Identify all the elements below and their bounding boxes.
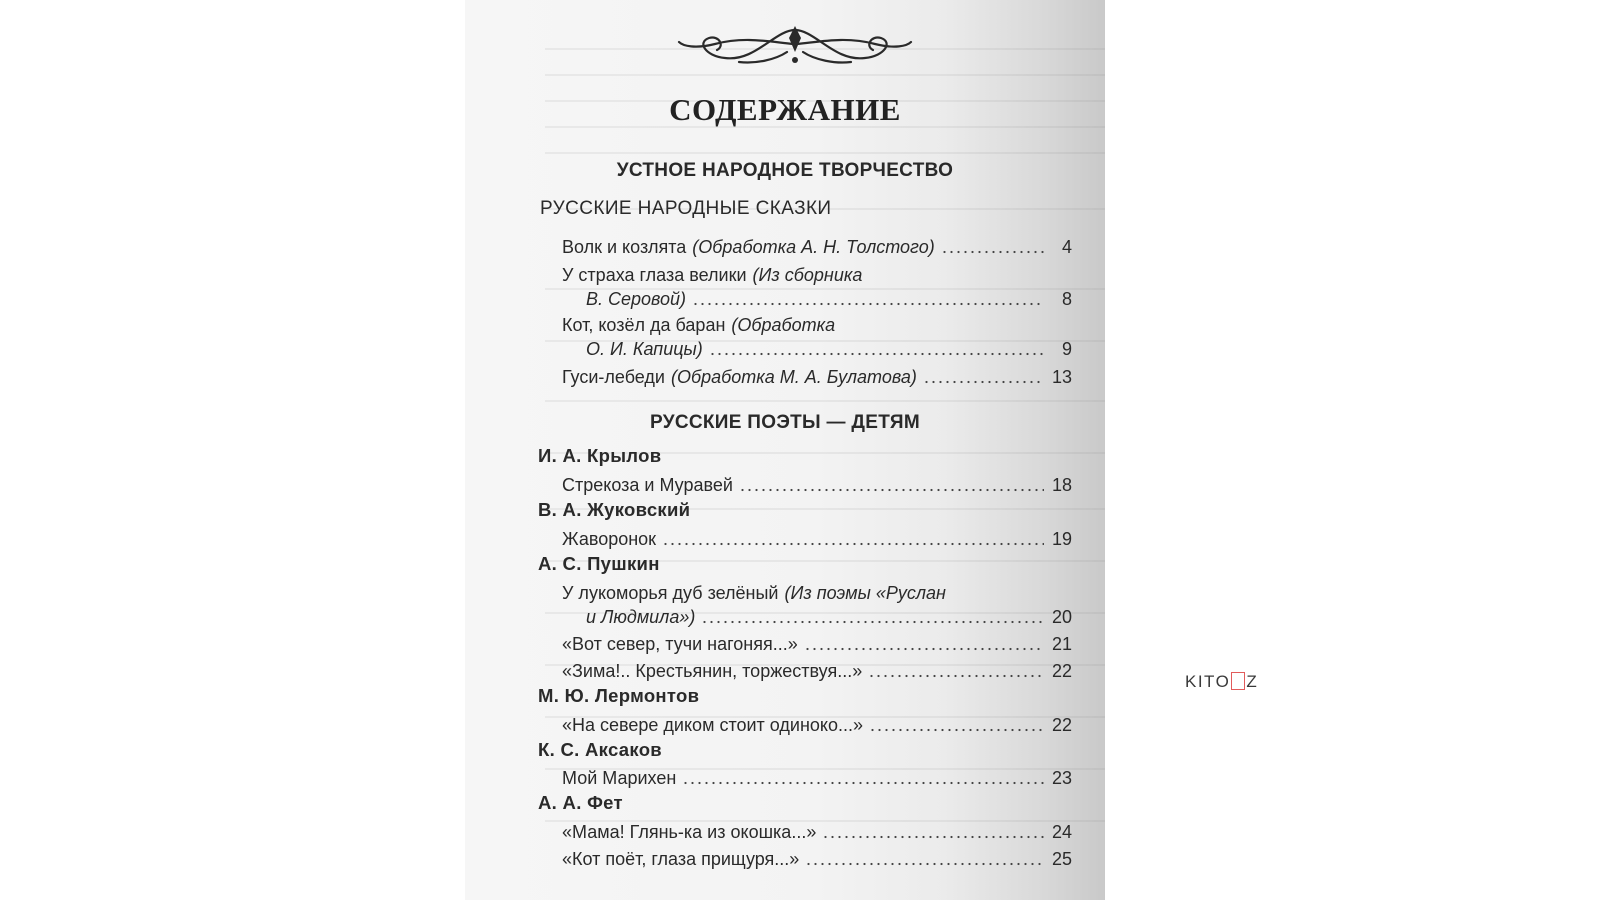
toc-entry[interactable] bbox=[562, 364, 1072, 388]
leader-dots bbox=[804, 647, 1044, 651]
leader-dots bbox=[868, 674, 1044, 678]
entry-note: (Из поэмы «Руслан bbox=[784, 583, 946, 603]
page-number: 22 bbox=[1051, 661, 1072, 681]
page-number: 24 bbox=[1051, 822, 1072, 842]
page-number: 20 bbox=[1051, 607, 1072, 627]
author-name: М. Ю. Лермонтов bbox=[538, 685, 700, 706]
page-number: 8 bbox=[1061, 289, 1072, 309]
watermark-text-left: KITO bbox=[1185, 672, 1231, 691]
entry-title: Мой Марихен bbox=[562, 768, 677, 788]
leader-dots bbox=[941, 250, 1044, 254]
entry-title: Гуси-лебеди bbox=[562, 367, 665, 387]
entry-title: «Вот север, тучи нагоняя...» bbox=[562, 634, 798, 654]
toc-entry[interactable] bbox=[562, 312, 1022, 336]
section-title-folk: УСТНОЕ НАРОДНОЕ ТВОРЧЕСТВО bbox=[616, 160, 954, 181]
toc-entry-continuation[interactable] bbox=[562, 604, 1072, 628]
entry-title: «Зима!.. Крестьянин, торжествуя...» bbox=[562, 661, 863, 681]
toc-entry[interactable] bbox=[562, 234, 1072, 258]
author-name: А. А. Фет bbox=[538, 792, 623, 813]
section-title-poets: РУССКИЕ ПОЭТЫ — ДЕТЯМ bbox=[650, 412, 920, 433]
entry-note: (Из сборника bbox=[752, 265, 863, 285]
leader-dots bbox=[923, 380, 1044, 384]
page-number: 22 bbox=[1051, 715, 1072, 735]
entry-title: У страха глаза велики bbox=[562, 265, 747, 285]
leader-dots bbox=[662, 542, 1044, 546]
entry-title: Волк и козлята bbox=[562, 237, 687, 257]
leader-dots bbox=[822, 835, 1044, 839]
toc-entry[interactable] bbox=[562, 526, 1072, 550]
page-number: 19 bbox=[1051, 529, 1072, 549]
entry-note: В. Серовой) bbox=[586, 289, 687, 309]
entry-note: (Обработка М. А. Булатова) bbox=[670, 367, 917, 387]
ornament-flourish bbox=[675, 22, 915, 70]
entry-title: Жаворонок bbox=[562, 529, 657, 549]
leader-dots bbox=[739, 488, 1044, 492]
leader-dots bbox=[682, 781, 1044, 785]
toc-entry-continuation[interactable] bbox=[562, 336, 1072, 360]
subsection-title-tales: РУССКИЕ НАРОДНЫЕ СКАЗКИ bbox=[540, 198, 832, 219]
toc-entry[interactable] bbox=[562, 580, 1022, 604]
entry-title: «На севере диком стоит одиноко...» bbox=[562, 715, 864, 735]
kitobz-watermark-logo bbox=[1185, 672, 1258, 692]
page-number: 23 bbox=[1051, 768, 1072, 788]
entry-note: (Обработка А. Н. Толстого) bbox=[692, 237, 935, 257]
toc-entry[interactable] bbox=[562, 472, 1072, 496]
author-name: И. А. Крылов bbox=[538, 445, 662, 466]
entry-note: и Людмила») bbox=[586, 607, 696, 627]
entry-title: «Мама! Глянь-ка из окошка...» bbox=[562, 822, 817, 842]
toc-entry[interactable] bbox=[562, 262, 1022, 286]
page-number: 9 bbox=[1061, 339, 1072, 359]
leader-dots bbox=[805, 862, 1044, 866]
leader-dots bbox=[701, 620, 1044, 624]
entry-title: У лукоморья дуб зелёный bbox=[562, 583, 779, 603]
book-page bbox=[465, 0, 1105, 900]
author-name: А. С. Пушкин bbox=[538, 553, 660, 574]
toc-entry[interactable] bbox=[562, 712, 1072, 736]
entry-title: Стрекоза и Муравей bbox=[562, 475, 733, 495]
page-number: 25 bbox=[1051, 849, 1072, 869]
leader-dots bbox=[692, 302, 1044, 306]
entry-note: (Обработка bbox=[731, 315, 836, 335]
entry-title: Кот, козёл да баран bbox=[562, 315, 726, 335]
author-name: В. А. Жуковский bbox=[538, 499, 691, 520]
page-number: 21 bbox=[1051, 634, 1072, 654]
toc-entry[interactable] bbox=[562, 765, 1072, 789]
toc-entry-continuation[interactable] bbox=[562, 286, 1072, 310]
toc-entry[interactable] bbox=[562, 658, 1072, 682]
book-icon bbox=[1231, 672, 1245, 690]
watermark-text-right: Z bbox=[1246, 672, 1259, 691]
page-number: 18 bbox=[1051, 475, 1072, 495]
leader-dots bbox=[869, 728, 1044, 732]
toc-entry[interactable] bbox=[562, 846, 1072, 870]
author-name: К. С. Аксаков bbox=[538, 739, 662, 760]
leader-dots bbox=[709, 352, 1044, 356]
page-title: СОДЕРЖАНИЕ bbox=[669, 92, 901, 127]
entry-note: О. И. Капицы) bbox=[586, 339, 703, 359]
page-number: 13 bbox=[1051, 367, 1072, 387]
toc-entry[interactable] bbox=[562, 631, 1072, 655]
entry-title: «Кот поёт, глаза прищуря...» bbox=[562, 849, 800, 869]
toc-entry[interactable] bbox=[562, 819, 1072, 843]
page-number: 4 bbox=[1061, 237, 1072, 257]
